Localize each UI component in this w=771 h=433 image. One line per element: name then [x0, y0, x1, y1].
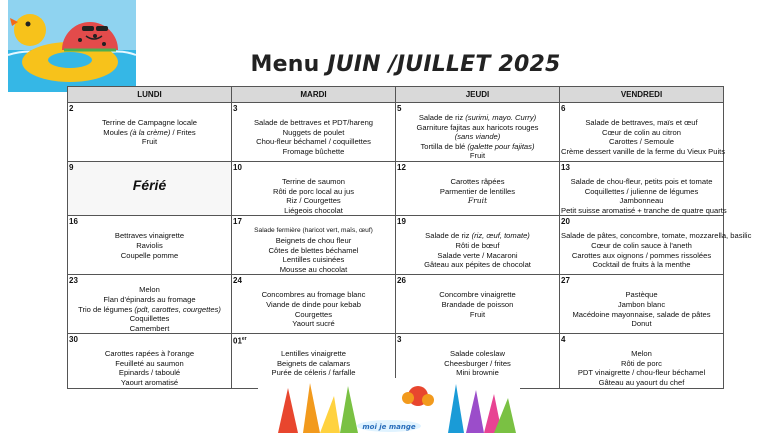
day-cell-monday: [68, 103, 232, 162]
day-number-text: 23: [69, 276, 78, 286]
dish-detail: (sans viande): [454, 132, 501, 142]
week-row: [68, 275, 724, 334]
dish-line: Rôti de bœuf: [455, 240, 500, 250]
dish-line: Jambon blanc: [617, 299, 666, 309]
dish-line: Yaourt aromatisé: [120, 378, 179, 388]
dish-line: Viande de dinde pour kebab: [266, 299, 361, 309]
dish-line: Garniture fajitas aux haricots rouges: [416, 122, 539, 132]
dish-detail: (galette pour fajitas): [467, 141, 535, 151]
dish-text: Salade de riz: [425, 231, 472, 241]
dish-line: Beignets de chou fleur: [275, 235, 352, 245]
dish-line: Liégeois chocolat: [284, 205, 343, 215]
dish-line: Purée de céleris / farfalle: [271, 368, 356, 378]
dish-text: Trio de légumes: [78, 304, 135, 314]
dish-line: [397, 132, 558, 142]
dish-line: [69, 128, 230, 138]
dish-line: Salade verte / Macaroni: [437, 250, 518, 260]
dish-line: Brandade de poisson: [441, 299, 514, 309]
day-number-text: 19: [397, 217, 406, 227]
column-header-monday: LUNDI: [68, 87, 232, 103]
dish-detail: (à la crème): [129, 127, 171, 137]
day-number-text: 01: [233, 336, 242, 346]
dish-line: Coquillettes: [129, 314, 170, 324]
day-number-text: 3: [233, 104, 238, 113]
dish-line: [69, 305, 230, 315]
dish-line: Concombres au fromage blanc: [261, 290, 366, 300]
day-number: [397, 163, 558, 172]
dish-line: Bettraves vinaigrette: [114, 231, 185, 241]
dish-line: Riz / Courgettes: [286, 196, 341, 206]
day-cell-monday: [68, 334, 232, 388]
dish-line: [397, 142, 558, 152]
day-cell-thursday: [396, 161, 560, 215]
menu-body: [68, 103, 752, 389]
dish-line: Gâteau aux pépites de chocolat: [424, 260, 531, 270]
dish-line: Coquillettes / julienne de légumes: [584, 186, 699, 196]
dish-line: Salade fermière (haricot vert, maïs, œuf): [254, 227, 373, 235]
dish-line: Donut: [631, 319, 652, 329]
dish-line: Flan d'épinards au fromage: [103, 294, 196, 304]
day-number-text: 10: [233, 162, 242, 172]
day-number: [561, 104, 722, 113]
day-cell-tuesday: [232, 216, 396, 275]
dish-text: Moules: [103, 127, 130, 137]
dish-line: Crème dessert vanille de la ferme du Vieux Puits: [561, 146, 726, 156]
dish-line: Courgettes: [294, 309, 333, 319]
day-number-text: 6: [561, 104, 566, 113]
dish-line: Epinards / taboulé: [118, 368, 181, 378]
day-cell-friday: [560, 334, 724, 388]
dish-text: Tortilla de blé: [420, 141, 468, 151]
dish-line: Pastèque: [625, 290, 658, 300]
dish-line: Chou-fleur béchamel / coquillettes: [256, 137, 371, 147]
dish-line: Cocktail de fruits à la menthe: [592, 260, 691, 270]
week-row: [68, 216, 724, 275]
day-cell-thursday: [396, 103, 560, 162]
week-row: [68, 161, 724, 215]
dish-line: Salade de bettraves, maïs et œuf: [585, 118, 698, 127]
dish-line: Mini brownie: [456, 368, 499, 378]
day-number-text: 24: [233, 276, 242, 286]
dish-line: Fruit: [469, 151, 486, 161]
holiday-label: Férié: [132, 176, 167, 193]
dish-line: Carottes / Semoule: [609, 137, 674, 147]
day-number-text: 27: [561, 276, 570, 286]
dish-text: / Frites: [170, 127, 196, 137]
dish-line: Fromage bûchette: [282, 146, 345, 156]
dish-line: Rôti de porc local au jus: [272, 186, 355, 196]
footer-logo-text: moi je mange: [362, 423, 416, 431]
day-number-text: 17: [233, 217, 242, 227]
dish-line: Raviolis: [136, 240, 163, 250]
day-number: [397, 104, 558, 113]
hand-painting-logo: [258, 378, 520, 433]
dish-line: Cheesburger / frites: [444, 358, 511, 368]
dish-line: Jambonneau: [619, 196, 664, 206]
dish-line: Fruit: [467, 196, 488, 206]
dish-line: Carottes rapées à l'orange: [104, 349, 195, 359]
dish-line: Parmentier de lentilles: [439, 186, 516, 196]
day-number-suffix: er: [241, 336, 247, 343]
day-number: [233, 276, 394, 285]
day-number: [233, 104, 394, 113]
week-row: [68, 103, 724, 162]
dish-line: Rôti de porc: [621, 358, 662, 368]
day-cell-monday: [68, 216, 232, 275]
dish-line: Lentilles cuisinées: [282, 255, 345, 265]
day-cell-friday: [560, 275, 724, 334]
dish-line: Terrine de saumon: [282, 176, 345, 186]
dish-line: Carottes râpées: [450, 176, 505, 186]
dish-line: Fruit: [469, 309, 486, 319]
day-number: [397, 217, 558, 226]
weekly-menu-table: [67, 86, 752, 389]
day-number-text: 30: [69, 335, 78, 345]
day-number: [561, 217, 722, 226]
dish-line: Petit suisse aromatisé + tranche de quatre quarts: [561, 205, 727, 215]
dish-line: Salade de bettraves et PDT/hareng: [253, 118, 374, 127]
day-number: [397, 335, 558, 344]
dish-line: Salade de chou-fleur, petits pois et tomate: [570, 176, 713, 186]
day-cell-tuesday: [232, 103, 396, 162]
dish-line: Côtes de blettes béchamel: [268, 245, 359, 255]
day-number: [69, 217, 230, 226]
day-number-text: 26: [397, 276, 406, 286]
day-number: [69, 276, 230, 285]
dish-line: [397, 226, 558, 241]
dish-line: Camembert: [129, 323, 170, 333]
day-number: [397, 276, 558, 285]
day-number: [69, 163, 230, 172]
day-number: [561, 276, 722, 285]
day-cell-monday: [68, 275, 232, 334]
dish-line: Salade de pâtes, concombre, tomate, mozzarella, basilic: [561, 231, 752, 241]
day-number: [561, 163, 722, 172]
day-number-text: 9: [69, 162, 74, 172]
dish-line: Macédoine mayonnaise, salade de pâtes: [572, 309, 711, 319]
day-cell-friday: [560, 103, 724, 162]
day-number-text: 4: [561, 335, 566, 345]
day-cell-thursday: [396, 216, 560, 275]
day-number-text: 13: [561, 162, 570, 172]
day-cell-monday: [68, 161, 232, 215]
menu-title-period: JUIN /JUILLET 2025: [327, 52, 561, 77]
day-cell-friday: [560, 216, 752, 275]
dish-text: Salade de riz: [418, 113, 466, 122]
day-number-text: 20: [561, 217, 570, 227]
dish-line: Terrine de Campagne locale: [102, 118, 197, 127]
column-header-tuesday: MARDI: [232, 87, 396, 103]
dish-detail: (riz, œuf, tomate): [471, 231, 530, 241]
dish-line: Gâteau au yaourt du chef: [598, 378, 685, 388]
dish-detail: (surimi, mayo. Curry): [465, 113, 537, 122]
dish-line: Mousse au chocolat: [279, 264, 348, 274]
day-number: [69, 104, 230, 113]
day-number: [233, 163, 394, 172]
menu-title-word: Menu: [250, 52, 320, 77]
day-number-text: 3: [397, 335, 402, 345]
weekday-header-row: [68, 87, 724, 103]
day-number: [561, 335, 722, 344]
day-number: [233, 217, 394, 226]
day-number: [69, 335, 230, 344]
dish-line: Beignets de calamars: [276, 358, 351, 368]
day-number: [233, 335, 394, 344]
column-header-thursday: JEUDI: [396, 87, 560, 103]
menu-title: [0, 52, 771, 77]
dish-line: Nuggets de poulet: [282, 127, 345, 137]
day-cell-friday: [560, 161, 727, 215]
dish-line: Salade coleslaw: [450, 349, 505, 359]
day-cell-thursday: [396, 275, 560, 334]
dish-line: Cœur de colin sauce à l'aneth: [591, 240, 692, 250]
day-number-text: 5: [397, 104, 402, 113]
day-number-text: 12: [397, 162, 406, 172]
dish-line: Melon: [139, 285, 160, 295]
dish-line: Carottes aux oignons / pommes rissolées: [571, 250, 712, 260]
column-header-friday: VENDREDI: [560, 87, 724, 103]
dish-line: Melon: [631, 349, 652, 359]
dish-line: Fruit: [141, 137, 158, 147]
dish-line: Concombre vinaigrette: [439, 290, 516, 300]
dish-line: Cœur de colin au citron: [602, 127, 681, 137]
day-number-text: 2: [69, 104, 74, 113]
dish-line: Feuilleté au saumon: [115, 358, 184, 368]
dish-line: Lentilles vinaigrette: [280, 349, 346, 359]
dish-line: [397, 113, 558, 123]
dish-line: Coupelle pomme: [120, 250, 179, 260]
dish-line: Yaourt sucré: [292, 319, 335, 329]
day-cell-tuesday: [232, 161, 396, 215]
dish-line: PDT vinaigrette / chou-fleur béchamel: [577, 368, 706, 378]
summer-float-illustration: [0, 0, 136, 92]
dish-detail: (pdt, carottes, courgettes): [134, 304, 221, 314]
day-number-text: 16: [69, 217, 78, 227]
day-cell-tuesday: [232, 275, 396, 334]
